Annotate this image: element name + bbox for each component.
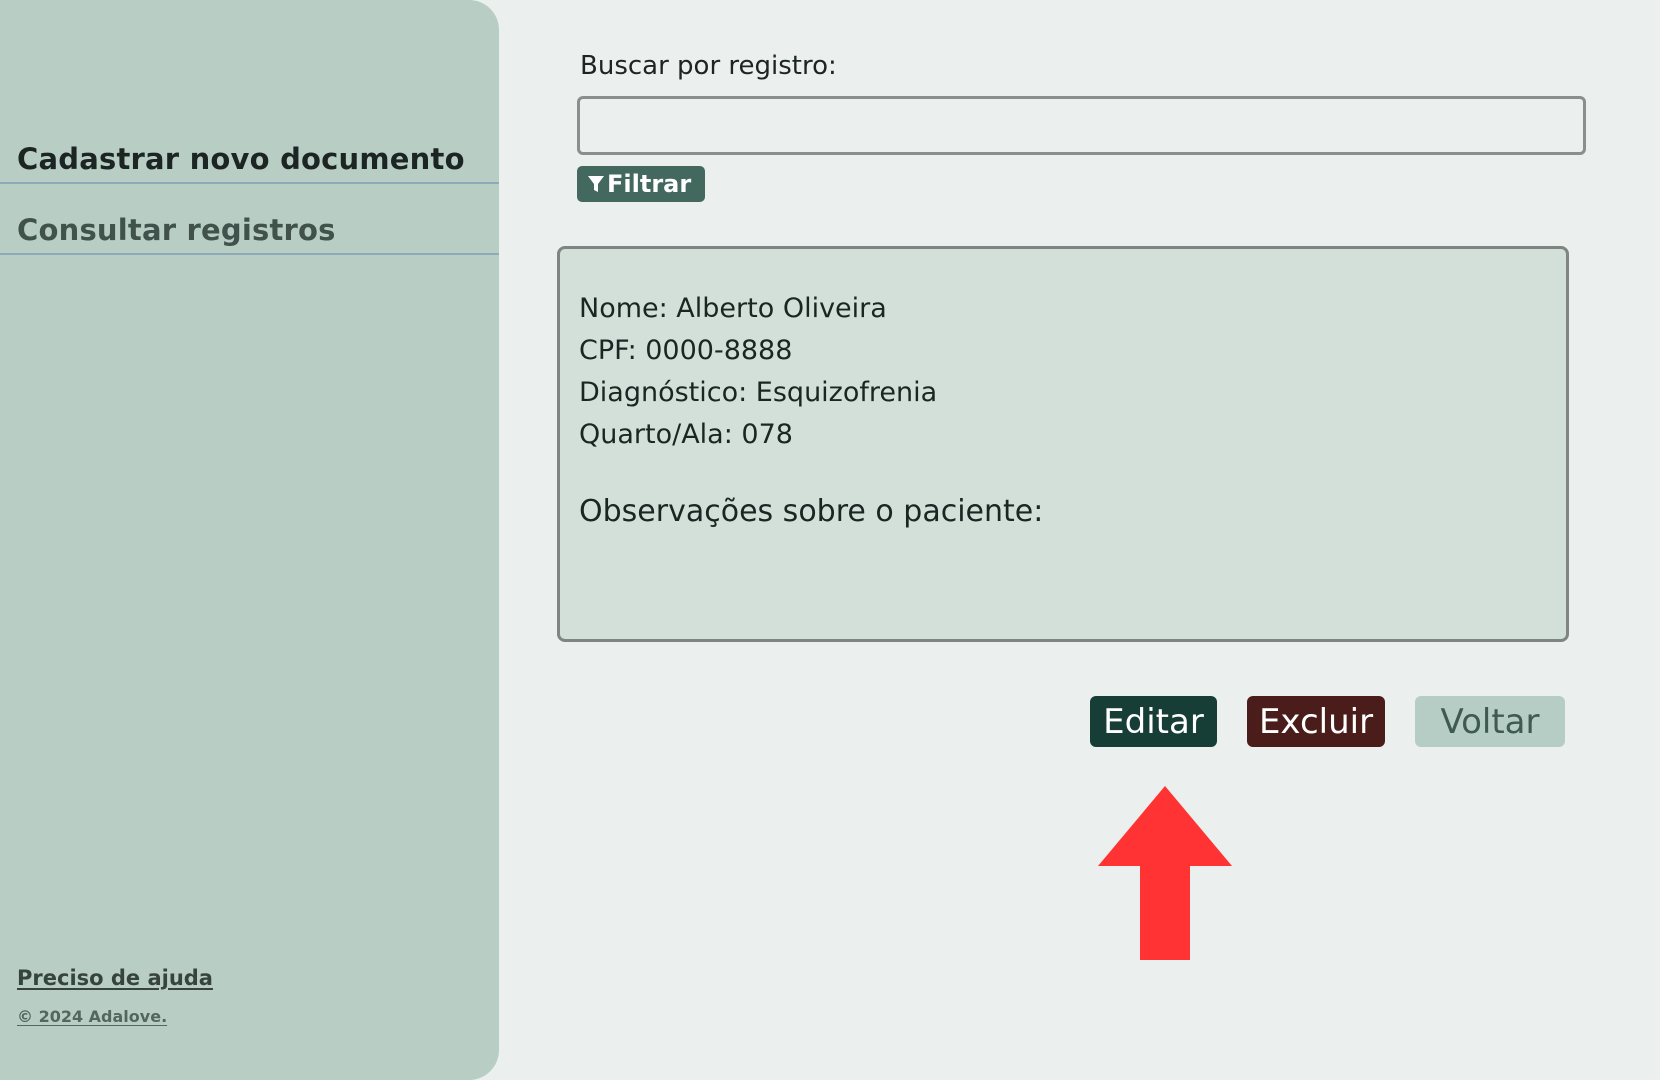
red-up-arrow-icon: [1098, 786, 1232, 960]
back-button[interactable]: Voltar: [1415, 696, 1565, 747]
sidebar: [0, 0, 499, 1080]
record-quarto: Quarto/Ala: 078: [579, 419, 793, 450]
record-card: [557, 246, 1569, 642]
filter-button[interactable]: [577, 166, 705, 202]
sidebar-item-cadastrar[interactable]: [0, 114, 499, 184]
copyright-text: © 2024 Adalove.: [17, 1007, 168, 1026]
filter-button-label: Filtrar: [607, 170, 692, 198]
sidebar-item-label: Consultar registros: [17, 213, 336, 247]
filter-funnel-icon: [587, 174, 605, 194]
record-nome: Nome: Alberto Oliveira: [579, 293, 887, 324]
sidebar-item-label: Cadastrar novo documento: [17, 142, 465, 176]
record-diagnostico: Diagnóstico: Esquizofrenia: [579, 377, 938, 408]
edit-button[interactable]: Editar: [1090, 696, 1217, 747]
delete-button[interactable]: Excluir: [1247, 696, 1385, 747]
search-input[interactable]: [577, 96, 1586, 155]
record-cpf: CPF: 0000-8888: [579, 335, 793, 366]
help-link[interactable]: Preciso de ajuda: [17, 966, 213, 990]
sidebar-item-consultar[interactable]: [0, 185, 499, 255]
search-label: Buscar por registro:: [580, 51, 837, 81]
record-observacoes-label: Observações sobre o paciente:: [579, 494, 1044, 529]
